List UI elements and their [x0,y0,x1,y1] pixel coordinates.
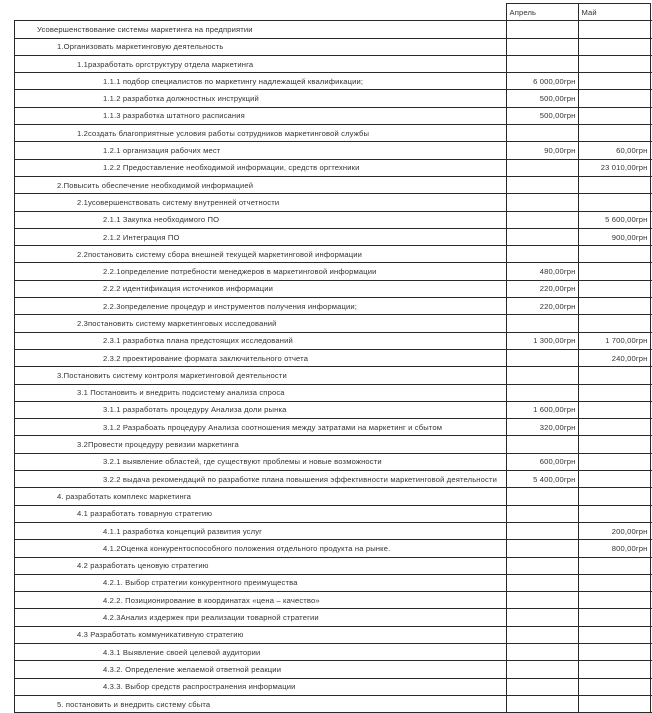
april-cost-cell [506,643,578,660]
task-cell: 5. постановить и внедрить систему сбыта [15,695,507,712]
task-cell: 4. разработать комплекс маркетинга [15,488,507,505]
may-cost-cell [578,21,650,38]
april-cost-cell: 600,00грн [506,453,578,470]
may-cost-cell [578,55,650,72]
may-cost-cell: 5 600,00грн [578,211,650,228]
header-task [15,4,507,21]
april-cost-cell [506,55,578,72]
may-cost-cell: 800,00грн [578,540,650,557]
task-cell: 4.1 разработать товарную стратегию [15,505,507,522]
april-cost-cell [506,176,578,193]
april-cost-cell [506,349,578,366]
april-cost-cell [506,228,578,245]
april-cost-cell [506,125,578,142]
table-row-task [15,332,652,349]
may-cost-cell: 23 010,00грн [578,159,650,176]
april-cost-cell [506,159,578,176]
table-row-task [15,159,652,176]
april-cost-cell: 220,00грн [506,280,578,297]
table-row-task [15,211,652,228]
april-cost-cell [506,557,578,574]
may-cost-cell [578,246,650,263]
table-body [15,4,652,713]
table-row-task [15,661,652,678]
april-cost-cell [506,194,578,211]
task-cell: 2.3.1 разработка плана предстоящих исследований [15,332,507,349]
may-cost-cell [578,678,650,695]
task-cell: 1.2создать благоприятные условия работы сотрудников маркетинговой службы [15,125,507,142]
may-cost-cell [578,280,650,297]
may-cost-cell [578,125,650,142]
table-row-plan-title [15,21,652,38]
april-cost-cell [506,488,578,505]
may-cost-cell [578,73,650,90]
task-cell: 4.1.1 разработка концепций развития услуг [15,522,507,539]
table-row-subgoal [15,384,652,401]
april-cost-cell [506,695,578,712]
may-cost-cell [578,263,650,280]
table-row-task [15,522,652,539]
task-cell: 4.2.2. Позиционирование в координатах «цена – качество» [15,592,507,609]
table-row-goal [15,38,652,55]
task-cell: 1.1разработать оргструктуру отдела маркетинга [15,55,507,72]
task-cell: 4.2.1. Выбор стратегии конкурентного преимущества [15,574,507,591]
task-cell: 4.1.2Оценка конкурентоспособного положения отдельного продукта на рынке. [15,540,507,557]
table-row-task [15,263,652,280]
april-cost-cell [506,21,578,38]
table-row-subgoal [15,194,652,211]
may-cost-cell: 900,00грн [578,228,650,245]
may-cost-cell [578,38,650,55]
april-cost-cell [506,246,578,263]
task-cell: 3.2Провести процедуру ревизии маркетинга [15,436,507,453]
april-cost-cell [506,592,578,609]
table-row-task [15,73,652,90]
task-cell: 3.2.1 выявление областей, где существуют проблемы и новые возможности [15,453,507,470]
task-cell: 2.2.1определение потребности менеджеров в маркетинговой информации [15,263,507,280]
may-cost-cell [578,695,650,712]
may-cost-cell [578,419,650,436]
task-cell: 2.Повысить обеспечение необходимой информацией [15,176,507,193]
table-row-task [15,280,652,297]
table-row-subgoal [15,626,652,643]
task-cell: 4.3 Разработать коммуникативную стратегию [15,626,507,643]
task-cell: 3.2.2 выдача рекомендаций по разработке плана повышения эффективности маркетинговой деятельности [15,471,507,488]
april-cost-cell: 6 000,00грн [506,73,578,90]
task-cell: 2.2постановить систему сбора внешней текущей маркетинговой информации [15,246,507,263]
table-row-task [15,228,652,245]
april-cost-cell [506,626,578,643]
april-cost-cell [506,609,578,626]
task-cell: 3.Постановить систему контроля маркетинговой деятельности [15,367,507,384]
task-cell: 2.1усовершенствовать систему внутренней отчетности [15,194,507,211]
task-cell: 3.1.1 разработать процедуру Анализа доли рынка [15,401,507,418]
may-cost-cell [578,194,650,211]
table-row-goal [15,367,652,384]
april-cost-cell: 220,00грн [506,298,578,315]
may-cost-cell [578,557,650,574]
april-cost-cell: 480,00грн [506,263,578,280]
task-cell: 4.2.3Анализ издержек при реализации товарной стратегии [15,609,507,626]
task-cell: 3.1.2 Разрабоать процедуру Анализа соотношения между затратами на маркетинг и сбытом [15,419,507,436]
april-cost-cell: 1 600,00грн [506,401,578,418]
may-cost-cell [578,298,650,315]
task-cell: 4.3.2. Определение желаемой ответной реакции [15,661,507,678]
may-cost-cell [578,488,650,505]
may-cost-cell [578,505,650,522]
april-cost-cell [506,505,578,522]
table-row-task [15,90,652,107]
may-cost-cell [578,453,650,470]
table-row-task [15,592,652,609]
table-row-task [15,643,652,660]
table-row-subgoal [15,505,652,522]
task-cell: 4.3.3. Выбор средств распространения информации [15,678,507,695]
table-row-goal [15,695,652,712]
task-cell: 2.2.3определение процедур и инструментов получения информации; [15,298,507,315]
task-cell: 4.2 разработать ценовую стратегию [15,557,507,574]
task-cell: 1.2.2 Предоставление необходимой информации, средств оргтехники [15,159,507,176]
task-cell: 2.1.1 Закупка необходимого ПО [15,211,507,228]
table-row-task [15,401,652,418]
table-row-task [15,142,652,159]
table-row-subgoal [15,557,652,574]
table-row-goal [15,488,652,505]
task-cell: 1.2.1 организация рабочих мест [15,142,507,159]
header-april: Апрель [506,4,578,21]
task-cell: Усовершенствование системы маркетинга на предприятии [15,21,507,38]
may-cost-cell [578,90,650,107]
table-row-task [15,540,652,557]
may-cost-cell [578,609,650,626]
may-cost-cell [578,176,650,193]
marketing-plan-table [14,3,652,713]
april-cost-cell [506,436,578,453]
task-cell: 2.1.2 Интеграция ПО [15,228,507,245]
may-cost-cell [578,626,650,643]
may-cost-cell [578,436,650,453]
header-may: Май [578,4,650,21]
april-cost-cell [506,661,578,678]
table-row-subgoal [15,125,652,142]
april-cost-cell [506,367,578,384]
table-row-task [15,107,652,124]
table-row-task [15,349,652,366]
task-cell: 2.3постановить систему маркетинговых исследований [15,315,507,332]
april-cost-cell: 1 300,00грн [506,332,578,349]
table-row-subgoal [15,315,652,332]
table-row-task [15,609,652,626]
may-cost-cell: 1 700,00грн [578,332,650,349]
april-cost-cell [506,38,578,55]
table-row-task [15,471,652,488]
may-cost-cell: 240,00грн [578,349,650,366]
april-cost-cell: 90,00грн [506,142,578,159]
task-cell: 3.1 Постановить и внедрить подсистему анализа спроса [15,384,507,401]
table-header-row [15,4,652,21]
may-cost-cell [578,384,650,401]
may-cost-cell [578,471,650,488]
task-cell: 1.Организовать маркетинговую деятельность [15,38,507,55]
april-cost-cell: 5 400,00грн [506,471,578,488]
april-cost-cell [506,211,578,228]
table-row-task [15,678,652,695]
may-cost-cell [578,574,650,591]
task-cell: 2.3.2 проектирование формата заключительного отчета [15,349,507,366]
may-cost-cell: 200,00грн [578,522,650,539]
may-cost-cell [578,367,650,384]
may-cost-cell [578,401,650,418]
task-cell: 1.1.2 разработка должностных инструкций [15,90,507,107]
april-cost-cell [506,522,578,539]
may-cost-cell: 60,00грн [578,142,650,159]
task-cell: 1.1.1 подбор специалистов по маркетингу надлежащей квалификации; [15,73,507,90]
may-cost-cell [578,107,650,124]
table-row-task [15,453,652,470]
april-cost-cell [506,678,578,695]
april-cost-cell: 320,00грн [506,419,578,436]
table-row-subgoal [15,55,652,72]
april-cost-cell: 500,00грн [506,107,578,124]
task-cell: 2.2.2 идентификация источников информации [15,280,507,297]
april-cost-cell [506,540,578,557]
table-row-task [15,574,652,591]
table-row-goal [15,176,652,193]
april-cost-cell [506,384,578,401]
may-cost-cell [578,315,650,332]
table-row-subgoal [15,246,652,263]
april-cost-cell [506,574,578,591]
may-cost-cell [578,661,650,678]
may-cost-cell [578,592,650,609]
task-cell: 1.1.3 разработка штатного расписания [15,107,507,124]
table-row-task [15,419,652,436]
april-cost-cell [506,315,578,332]
may-cost-cell [578,643,650,660]
task-cell: 4.3.1 Выявление своей целевой аудитории [15,643,507,660]
table-row-subgoal [15,436,652,453]
table-row-task [15,298,652,315]
april-cost-cell: 500,00грн [506,90,578,107]
